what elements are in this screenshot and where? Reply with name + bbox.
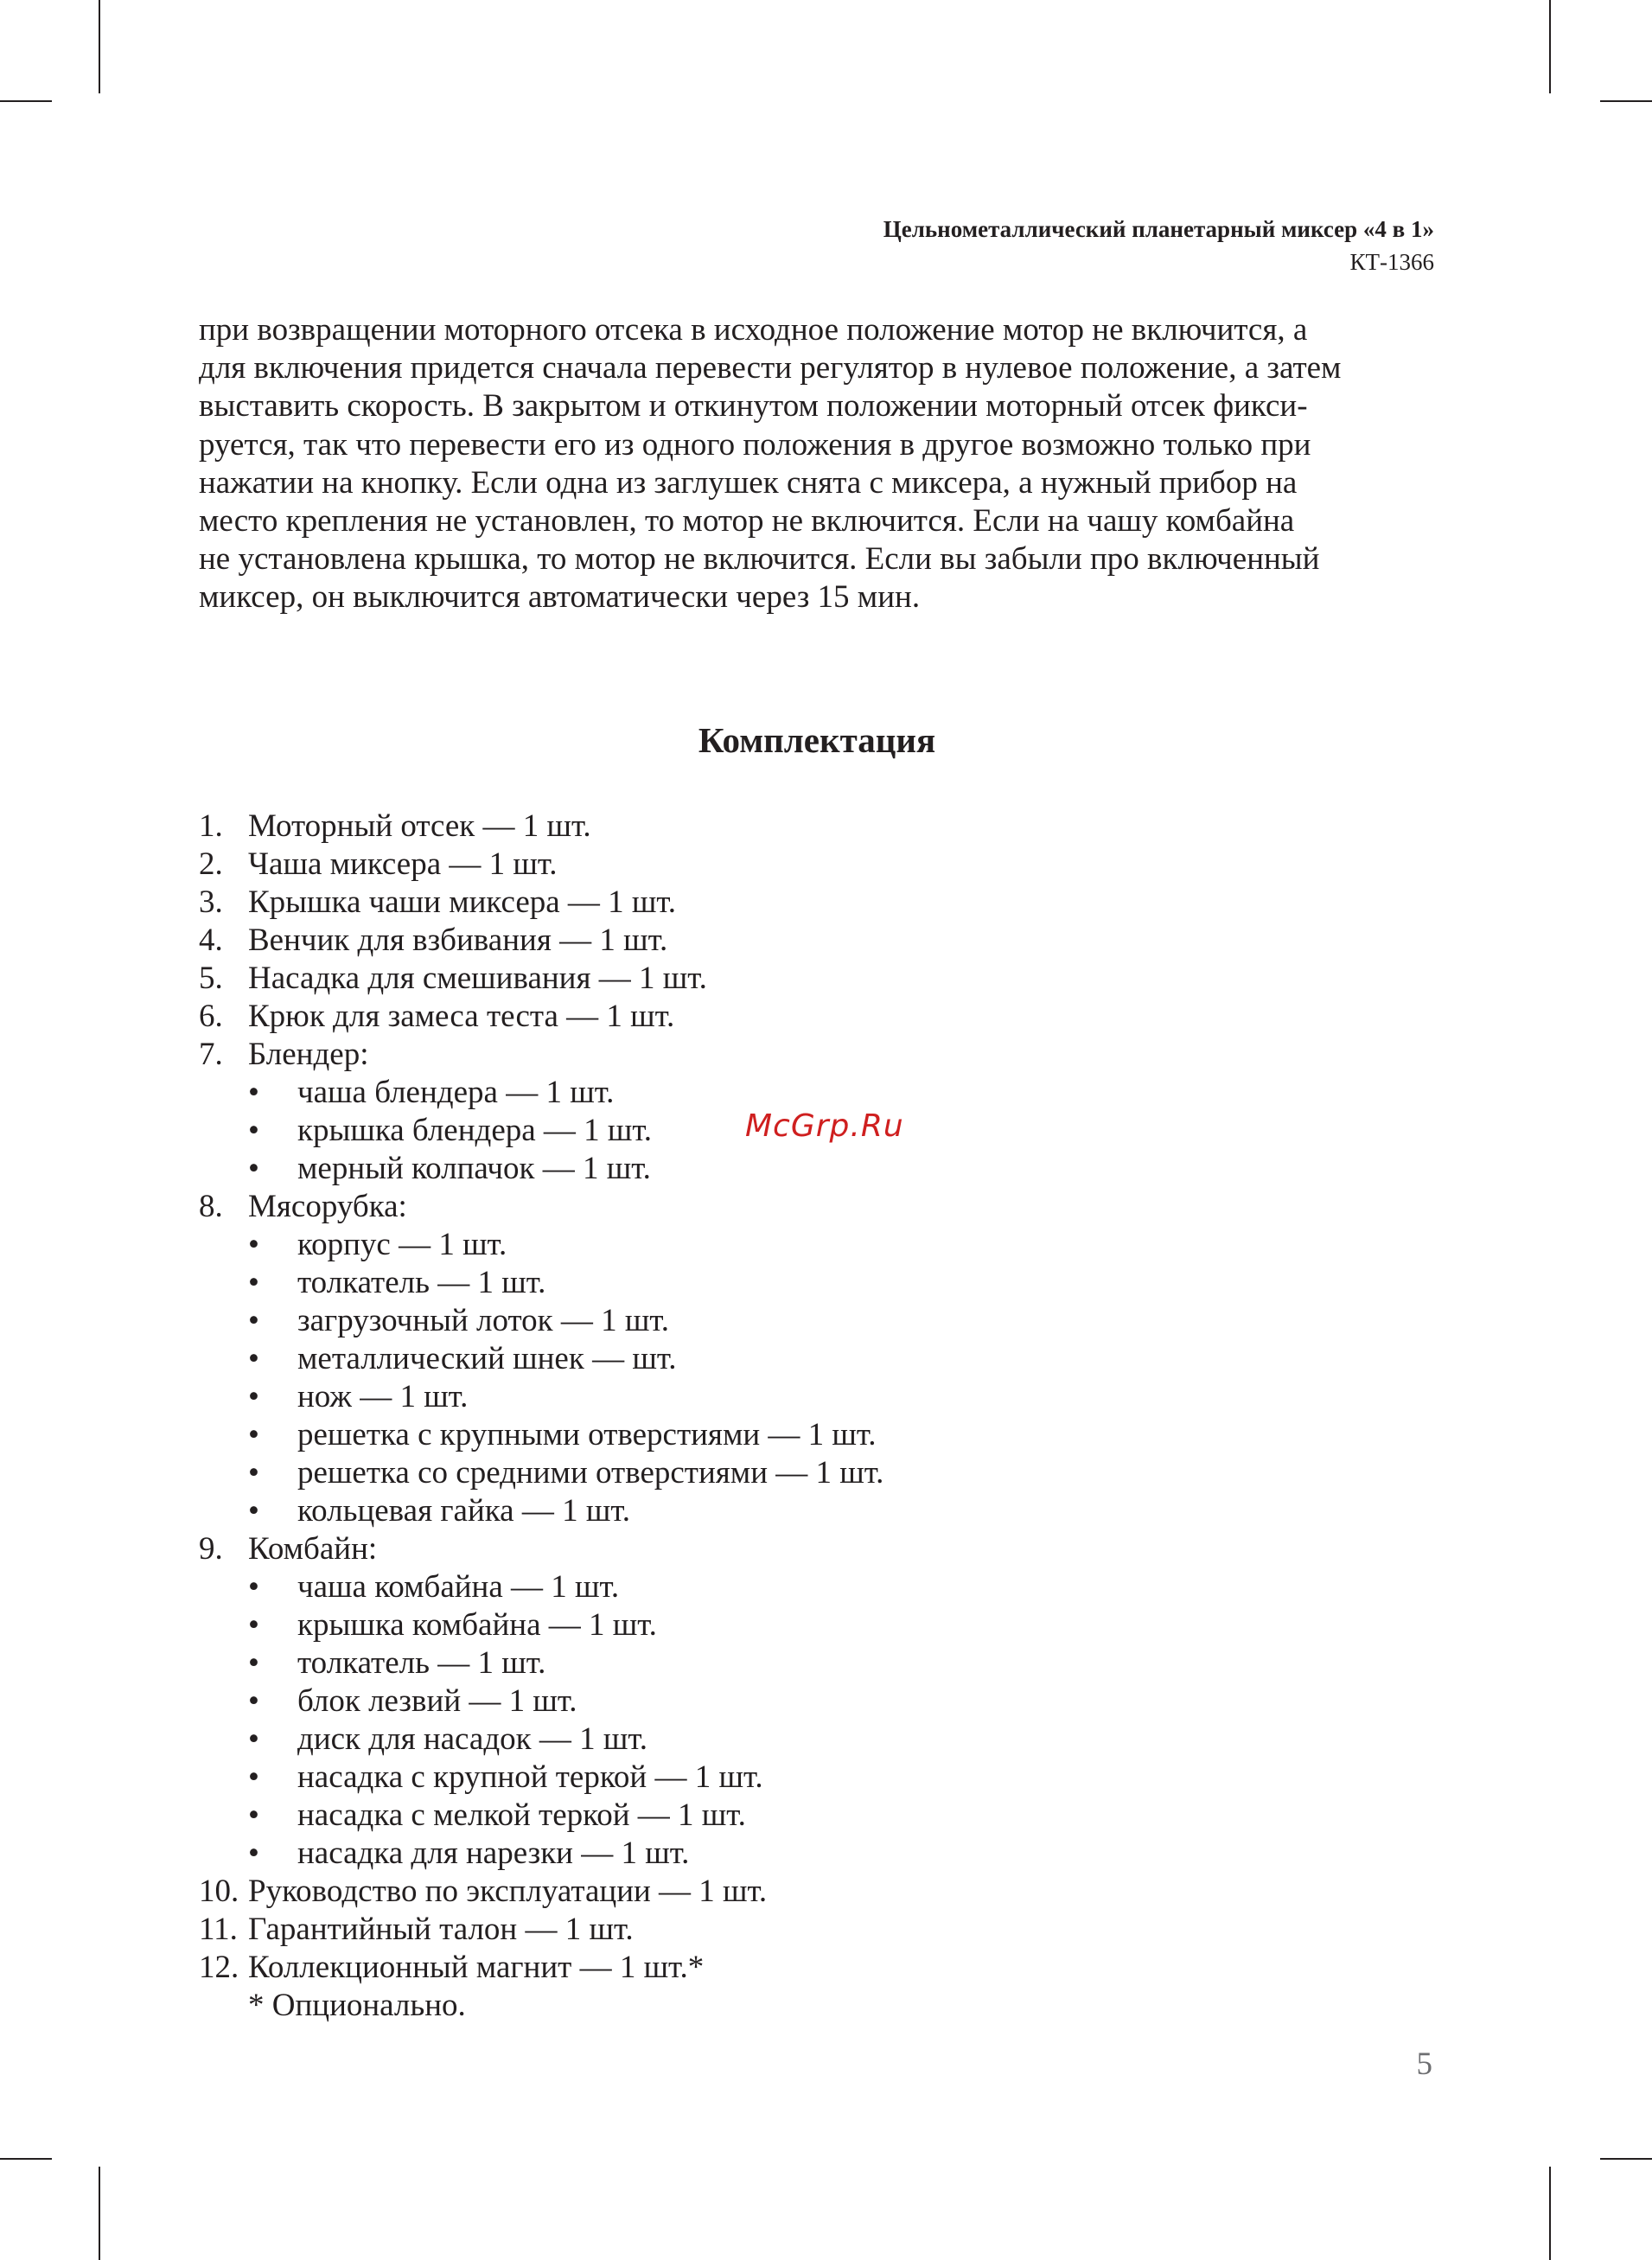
sub-list-item-text: чаша комбайна — 1 шт. [297, 1569, 620, 1605]
list-item [199, 1873, 1323, 1911]
sub-list-item [199, 1492, 1323, 1530]
running-header [883, 213, 1434, 278]
intro-line: не установлена крышка, то мотор не включится. Если вы забыли про включенный [199, 541, 1320, 578]
sub-list-item [199, 1074, 1323, 1112]
list-item-number: 2. [199, 846, 223, 882]
sub-list-item-text: металлический шнек — шт. [297, 1341, 677, 1376]
list-item [199, 1949, 1323, 1987]
page-number: 5 [1416, 2046, 1432, 2082]
sub-list-item [199, 1568, 1323, 1606]
sub-list-item [199, 1644, 1323, 1682]
bullet-icon: • [248, 1645, 259, 1681]
bullet-icon: • [248, 1569, 259, 1605]
list-item-text: Комбайн: [248, 1531, 378, 1567]
bullet-icon: • [248, 1835, 259, 1871]
list-item [199, 922, 1323, 960]
sub-list-item-text: крышка комбайна — 1 шт. [297, 1607, 657, 1643]
sub-list-item-text: решетка со средними отверстиями — 1 шт. [297, 1455, 884, 1491]
bullet-icon: • [248, 1759, 259, 1795]
sub-list-item [199, 1378, 1323, 1416]
intro-line: миксер, он выключится автоматически через 15 мин. [199, 579, 921, 616]
crop-mark [99, 2167, 100, 2260]
sub-list-item-text: чаша блендера — 1 шт. [297, 1075, 615, 1110]
section-title: Комплектация [698, 720, 936, 760]
sub-list-item [199, 1150, 1323, 1188]
sub-list-item-text: загрузочный лоток — 1 шт. [297, 1303, 669, 1338]
bullet-icon: • [248, 1417, 259, 1452]
list-item [199, 998, 1323, 1036]
crop-mark [1600, 2158, 1652, 2160]
list-item-text: Блендер: [248, 1037, 369, 1072]
list-item [199, 1188, 1323, 1226]
list-item-text: Насадка для смешивания — 1 шт. [248, 961, 707, 996]
bullet-icon: • [248, 1721, 259, 1757]
crop-mark [1600, 100, 1652, 102]
list-item-text: Гарантийный талон — 1 шт. [248, 1912, 634, 1947]
header-model: КТ-1366 [1349, 249, 1434, 275]
sub-list-item [199, 1454, 1323, 1492]
list-item-number: 4. [199, 923, 223, 958]
intro-paragraph [199, 311, 1434, 617]
bullet-icon: • [248, 1607, 259, 1643]
sub-list-item [199, 1606, 1323, 1644]
crop-mark [0, 2158, 52, 2160]
sub-list-item [199, 1416, 1323, 1454]
bullet-icon: • [248, 1797, 259, 1833]
sub-list-item-text: крышка блендера — 1 шт. [297, 1113, 653, 1148]
intro-line: при возвращении моторного отсека в исходное положение мотор не включится, а [199, 312, 1308, 348]
sub-list-item-text: насадка с крупной теркой — 1 шт. [297, 1759, 763, 1795]
sub-list-item-text: решетка с крупными отверстиями — 1 шт. [297, 1417, 877, 1452]
sub-list-item [199, 1759, 1323, 1797]
list-item-number: 5. [199, 961, 223, 996]
list-item [199, 960, 1323, 998]
intro-line: руется, так что перевести его из одного положения в другое возможно только при [199, 426, 1311, 463]
bullet-icon: • [248, 1455, 259, 1491]
list-item [199, 1036, 1323, 1074]
list-item-text: Крышка чаши миксера — 1 шт. [248, 884, 677, 920]
sub-list-item-text: толкатель — 1 шт. [297, 1645, 546, 1681]
intro-line: место крепления не установлен, то мотор не включится. Если на чашу комбайна [199, 503, 1295, 539]
list-item-text: Мясорубка: [248, 1189, 407, 1224]
list-item-text: Крюк для замеса теста — 1 шт. [248, 999, 675, 1034]
sub-list-item-text: корпус — 1 шт. [297, 1227, 507, 1262]
sub-list-item [199, 1302, 1323, 1340]
sub-list-item-text: мерный колпачок — 1 шт. [297, 1151, 651, 1186]
intro-line: для включения придется сначала перевести регулятор в нулевое положение, а затем [199, 350, 1342, 386]
list-item-number: 10. [199, 1874, 239, 1909]
list-item [199, 808, 1323, 846]
list-item-number: 12. [199, 1950, 239, 1985]
sub-list-item-text: насадка с мелкой теркой — 1 шт. [297, 1797, 746, 1833]
sub-list-item-text: кольцевая гайка — 1 шт. [297, 1493, 630, 1529]
list-item-text: Коллекционный магнит — 1 шт.* [248, 1950, 705, 1985]
bullet-icon: • [248, 1379, 259, 1414]
bullet-icon: • [248, 1151, 259, 1186]
list-item [199, 1530, 1323, 1568]
list-item-number: 9. [199, 1531, 223, 1567]
bullet-icon: • [248, 1113, 259, 1148]
contents-list [199, 808, 1323, 2025]
list-item [199, 846, 1323, 884]
intro-line: нажатии на кнопку. Если одна из заглушек снята с миксера, а нужный прибор на [199, 464, 1298, 501]
list-item-number: 8. [199, 1189, 223, 1224]
list-item-number: 7. [199, 1037, 223, 1072]
sub-list-item-text: диск для насадок — 1 шт. [297, 1721, 648, 1757]
sub-list-item [199, 1226, 1323, 1264]
bullet-icon: • [248, 1303, 259, 1338]
list-item-number: 1. [199, 808, 223, 844]
crop-mark [0, 100, 52, 102]
list-item-number: 6. [199, 999, 223, 1034]
crop-mark [99, 0, 100, 93]
list-item-text: Чаша миксера — 1 шт. [248, 846, 558, 882]
sub-list-item-text: блок лезвий — 1 шт. [297, 1683, 577, 1719]
list-item-text: Венчик для взбивания — 1 шт. [248, 923, 668, 958]
list-item-number: 11. [199, 1912, 238, 1947]
bullet-icon: • [248, 1075, 259, 1110]
sub-list-item [199, 1340, 1323, 1378]
crop-mark [1549, 0, 1551, 93]
list-item [199, 1911, 1323, 1949]
sub-list-item-text: нож — 1 шт. [297, 1379, 469, 1414]
bullet-icon: • [248, 1493, 259, 1529]
bullet-icon: • [248, 1227, 259, 1262]
sub-list-item [199, 1835, 1323, 1873]
bullet-icon: • [248, 1683, 259, 1719]
list-item [199, 884, 1323, 922]
sub-list-item [199, 1682, 1323, 1721]
footnote: * Опционально. [248, 1988, 466, 2023]
list-item-text: Моторный отсек — 1 шт. [248, 808, 591, 844]
intro-line: выставить скорость. В закрытом и откинутом положении моторный отсек фикси- [199, 388, 1308, 425]
bullet-icon: • [248, 1341, 259, 1376]
sub-list-item-text: толкатель — 1 шт. [297, 1265, 546, 1300]
list-item-number: 3. [199, 884, 223, 920]
watermark: McGrp.Ru [745, 1108, 904, 1144]
crop-mark [1549, 2167, 1551, 2260]
sub-list-item [199, 1721, 1323, 1759]
sub-list-item-text: насадка для нарезки — 1 шт. [297, 1835, 690, 1871]
sub-list-item [199, 1797, 1323, 1835]
header-title: Цельнометаллический планетарный миксер «4 в 1» [883, 216, 1434, 242]
sub-list-item [199, 1264, 1323, 1302]
list-item-text: Руководство по эксплуатации — 1 шт. [248, 1874, 768, 1909]
bullet-icon: • [248, 1265, 259, 1300]
